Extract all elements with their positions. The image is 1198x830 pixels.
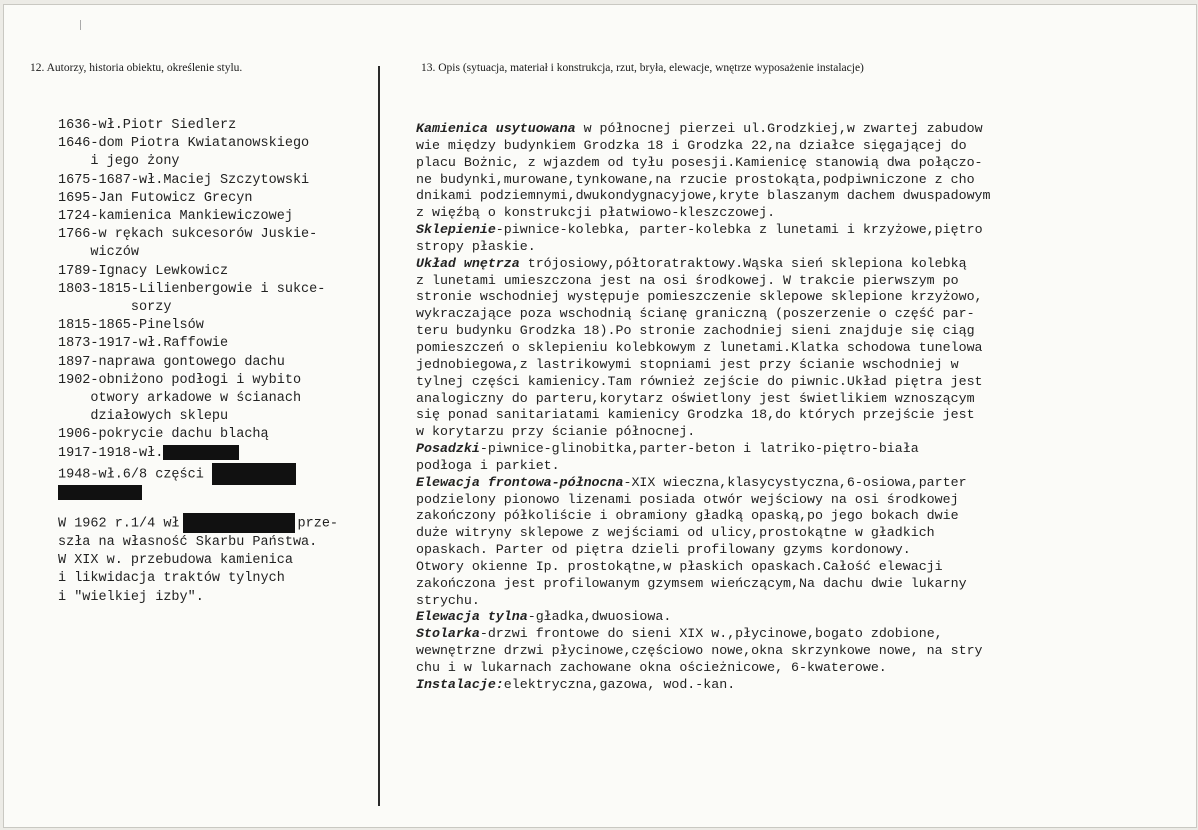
history-line: sorzy: [58, 300, 172, 316]
history-line: 1766-w rękach sukcesorów Juskie-: [58, 227, 318, 243]
description-line: wewnętrzne drzwi płycinowe,częściowo nowe,okna skrzynkowe nowe, na stry: [416, 643, 983, 659]
description-line: pomieszczeń o sklepieniu kolebkowym z lunetami.Klatka schodowa tunelowa: [416, 339, 983, 355]
description-line: z więźbą o konstrukcji płatwiowo-kleszczowej.: [416, 205, 776, 221]
history-line: 1902-obniżono podłogi i wybito: [58, 372, 302, 388]
description-line: [416, 441, 1138, 458]
description-line: chu i w lukarnach zachowane okna ościeżnicowe, 6-kwaterowe.: [416, 660, 887, 675]
section-label: Elewacja tylna: [416, 609, 528, 625]
section-label: Kamienica usytuowana: [416, 121, 576, 136]
history-line: 1675-1687-wł.Maciej Szczytowski: [58, 172, 310, 188]
description-line: dnikami podziemnymi,dwukondygnacyjowe,kryte blaszanym dachem dwuspadowym: [416, 188, 991, 204]
history-line: działowych sklepu: [58, 409, 229, 425]
description-text: -piwnice-kolebka, parter-kolebka z lunetami i krzyżowe,piętro: [495, 222, 983, 238]
section-label: Stolarka: [416, 626, 480, 642]
history-line: 1724-kamienica Mankiewiczowej: [58, 209, 293, 225]
spacer: [58, 503, 368, 513]
history-line: 1789-Ignacy Lewkowicz: [58, 263, 229, 279]
history-line: otwory arkadowe w ścianach: [58, 391, 302, 407]
section-label: Instalacje:: [416, 676, 504, 692]
description-line: [416, 677, 1138, 694]
history-line: i likwidacja traktów tylnych: [58, 571, 285, 587]
history-line: 1906-pokrycie dachu blachą: [58, 427, 269, 443]
history-line: 1803-1815-Lilienbergowie i sukce-: [58, 281, 326, 297]
description-line: stropy płaskie.: [416, 238, 536, 254]
history-line: i jego żony: [58, 154, 180, 170]
description-line: placu Bożnic, z wjazdem od tyłu posesji.Kamienicę stanowią dwa połączo-: [416, 154, 983, 170]
description-line: [416, 222, 1138, 239]
description-line: analogiczny do parteru,korytarz oświetlony jest świetlikiem wznoszącym: [416, 390, 975, 406]
history-text: 1917-1918-wł.: [58, 445, 164, 461]
redaction-block: [212, 463, 296, 485]
history-text: W 1962 r.1/4 wł: [58, 516, 180, 532]
history-line: 1695-Jan Futowicz Grecyn: [58, 190, 253, 206]
section-13-header: 13. Opis (sytuacja, materiał i konstrukcja, rzut, bryła, elewacje, wnętrze wyposażenie instalacje): [421, 62, 864, 74]
description-text: -drzwi frontowe do sieni XIX w.,płycinowe,bogato zdobione,: [479, 626, 943, 642]
redaction-block: [163, 445, 239, 460]
history-line: [58, 513, 368, 534]
description-line: zakończona jest profilowanym gzymsem wieńczącym,Na dachu dwie lukarny: [416, 575, 967, 591]
history-line: [58, 485, 368, 503]
description-text: elektryczna,gazowa, wod.-kan.: [503, 676, 736, 692]
history-line: i "wielkiej izby".: [58, 589, 204, 605]
punch-mark: [80, 20, 81, 30]
description-line: [416, 609, 1138, 626]
description-line: podzielony pionowo lizenami posiada otwór wejściowy na osi środkowej: [416, 491, 959, 507]
history-line: 1646-dom Piotra Kwiatanowskiego: [58, 136, 310, 152]
description-line: strychu.: [416, 592, 480, 608]
history-line: [58, 445, 368, 463]
description-line: wie między budynkiem Grodzka 18 i Grodzka 22,na działce sięgającej do: [416, 137, 967, 153]
history-line: [58, 463, 368, 485]
description-column: [416, 121, 1138, 694]
history-line: 1636-wł.Piotr Siedlerz: [58, 118, 237, 133]
description-line: ne budynki,murowane,tynkowane,na rzucie prostokąta,podpiwniczone z cho: [416, 171, 975, 187]
description-line: opaskach. Parter od piętra dzieli profilowany gzyms kordonowy.: [416, 542, 911, 558]
description-line: [416, 121, 1138, 138]
history-line: W XIX w. przebudowa kamienica: [58, 553, 293, 569]
history-line: 1897-naprawa gontowego dachu: [58, 354, 285, 370]
description-text: w północnej pierzei ul.Grodzkiej,w zwartej zabudow: [575, 121, 983, 136]
description-text: -piwnice-glinobitka,parter-beton i latriko-piętro-biała: [479, 441, 919, 457]
history-text: prze-: [297, 516, 339, 532]
description-line: stronie wschodniej występuje pomieszczenie sklepowe sklepione krzyżowo,: [416, 289, 983, 305]
description-line: zakończony półkoliście i obramiony gładką opaską,po jego bokach dwie: [416, 508, 959, 524]
description-line: z lunetami umieszczona jest na osi środkowej. W trakcie pierwszym po: [416, 272, 959, 288]
description-line: duże witryny sklepowe z wejściami od ulicy,prostokątne w gładkich: [416, 525, 935, 541]
redaction-block: [58, 485, 142, 500]
history-line: 1815-1865-Pinelsów: [58, 318, 204, 334]
description-line: w korytarzu przy ścianie północnej.: [416, 424, 696, 440]
section-label: Posadzki: [416, 441, 480, 457]
description-line: [416, 256, 1138, 273]
description-text: -gładka,dwuosiowa.: [527, 609, 672, 625]
history-column: [58, 117, 368, 607]
description-text: -XIX wieczna,klasycystyczna,6-osiowa,parter: [623, 474, 967, 490]
history-line: wiczów: [58, 245, 140, 261]
column-divider: [378, 66, 380, 806]
description-line: się ponad sanitariatami kamienicy Grodzka 18,do których przejście jest: [416, 407, 975, 423]
redaction-block: [183, 513, 295, 533]
description-line: jednobiegowa,z lastrikowymi stopniami jest przy ścianie wschodniej w: [416, 356, 959, 372]
history-line: szła na własność Skarbu Państwa.: [58, 534, 318, 550]
description-line: podłoga i parkiet.: [416, 457, 560, 473]
history-line: 1873-1917-wł.Raffowie: [58, 336, 229, 352]
section-label: Układ wnętrza: [416, 255, 520, 271]
description-line: tylnej części kamienicy.Tam również zejście do piwnic.Układ piętra jest: [416, 373, 983, 389]
description-line: Otwory okienne Ip. prostokątne,w płaskich opaskach.Całość elewacji: [416, 558, 943, 574]
description-line: teru budynku Grodzka 18).Po stronie zachodniej sieni znajduje się ciąg: [416, 323, 975, 339]
section-12-header: 12. Autorzy, historia obiektu, określenie stylu.: [30, 62, 243, 74]
description-line: [416, 626, 1138, 643]
description-line: [416, 475, 1138, 492]
description-text: trójosiowy,półtoratraktowy.Wąska sień sklepiona kolebką: [519, 255, 967, 271]
section-label: Sklepienie: [416, 222, 496, 238]
description-line: wykraczające poza wschodnią ścianę graniczną (poszerzenie o część par-: [416, 306, 975, 322]
history-text: 1948-wł.6/8 części: [58, 467, 204, 483]
section-label: Elewacja frontowa-północna: [416, 474, 624, 490]
